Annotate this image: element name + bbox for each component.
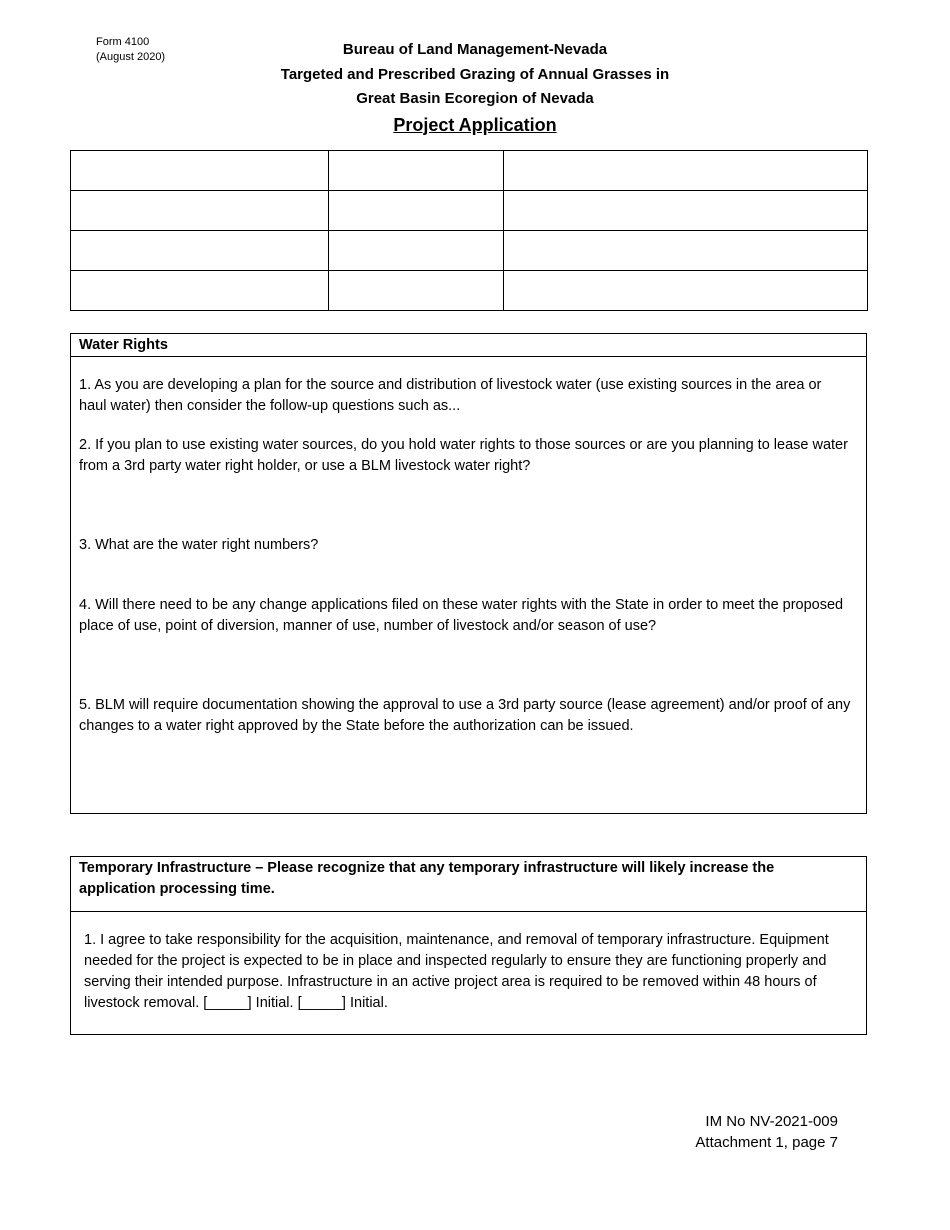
water-rights-section <box>70 333 867 814</box>
table-cell[interactable] <box>504 151 868 191</box>
document-footer <box>695 1111 838 1153</box>
infrastructure-agreement-statement: 1. I agree to take responsibility for the acquisition, maintenance, and removal of temporary infrastructure. Equipment needed for the project is expected to be in place and inspected regularly to ensure they are functioning properly and serving their intended purpose. Infrastructure in an active project area is required to be removed within 48 hours of livestock removal. [_____] Initial. [_____] Initial. <box>84 932 829 1011</box>
program-title-line-2: Great Basin Ecoregion of Nevada <box>356 90 594 107</box>
water-rights-item-1: 1. As you are developing a plan for the source and distribution of livestock water (use existing sources in the area or haul water) then consider the follow-up questions such as... <box>79 377 822 414</box>
program-title-line-1: Targeted and Prescribed Grazing of Annual Grasses in <box>280 65 670 83</box>
document-header <box>0 38 950 138</box>
table-cell[interactable] <box>71 191 329 231</box>
page-title: Project Application <box>393 114 557 135</box>
table-cell[interactable] <box>504 231 868 271</box>
form-date: (August 2020) <box>96 51 166 63</box>
table-cell[interactable] <box>71 231 329 271</box>
form-number: Form 4100 <box>96 36 150 48</box>
temporary-infrastructure-heading: Temporary Infrastructure – Please recognize that any temporary infrastructure will likely increase the application processing time. <box>71 857 866 912</box>
table-cell[interactable] <box>71 271 329 311</box>
water-rights-body <box>71 357 866 813</box>
table-row <box>71 191 868 231</box>
temporary-infrastructure-body <box>71 912 866 1032</box>
water-rights-item-4: 4. Will there need to be any change applications filed on these water rights with the State in order to meet the proposed place of use, point of diversion, manner of use, number of livestock and/or season of use? <box>79 597 844 634</box>
attachment-page: Attachment 1, page 7 <box>695 1134 838 1151</box>
temporary-infrastructure-section <box>70 856 867 1035</box>
table-cell[interactable] <box>329 151 504 191</box>
water-rights-heading: Water Rights <box>71 334 866 357</box>
table-cell[interactable] <box>329 191 504 231</box>
table-row <box>71 271 868 311</box>
water-rights-item-5: 5. BLM will require documentation showing the approval to use a 3rd party source (lease agreement) and/or proof of any changes to a water right approved by the State before the authorization can be issued. <box>79 697 851 734</box>
table-cell[interactable] <box>504 271 868 311</box>
water-rights-item-3: 3. What are the water right numbers? <box>79 537 319 553</box>
table-cell[interactable] <box>71 151 329 191</box>
applicant-info-table <box>70 150 868 311</box>
table-cell[interactable] <box>329 231 504 271</box>
table-row <box>71 151 868 191</box>
water-rights-item-2: 2. If you plan to use existing water sources, do you hold water rights to those sources or are you planning to lease water from a 3rd party water right holder, or use a BLM livestock water right? <box>79 437 848 474</box>
im-number: IM No NV-2021-009 <box>705 1113 838 1130</box>
agency-name: Bureau of Land Management-Nevada <box>342 41 608 58</box>
table-cell[interactable] <box>329 271 504 311</box>
table-row <box>71 231 868 271</box>
table-cell[interactable] <box>504 191 868 231</box>
